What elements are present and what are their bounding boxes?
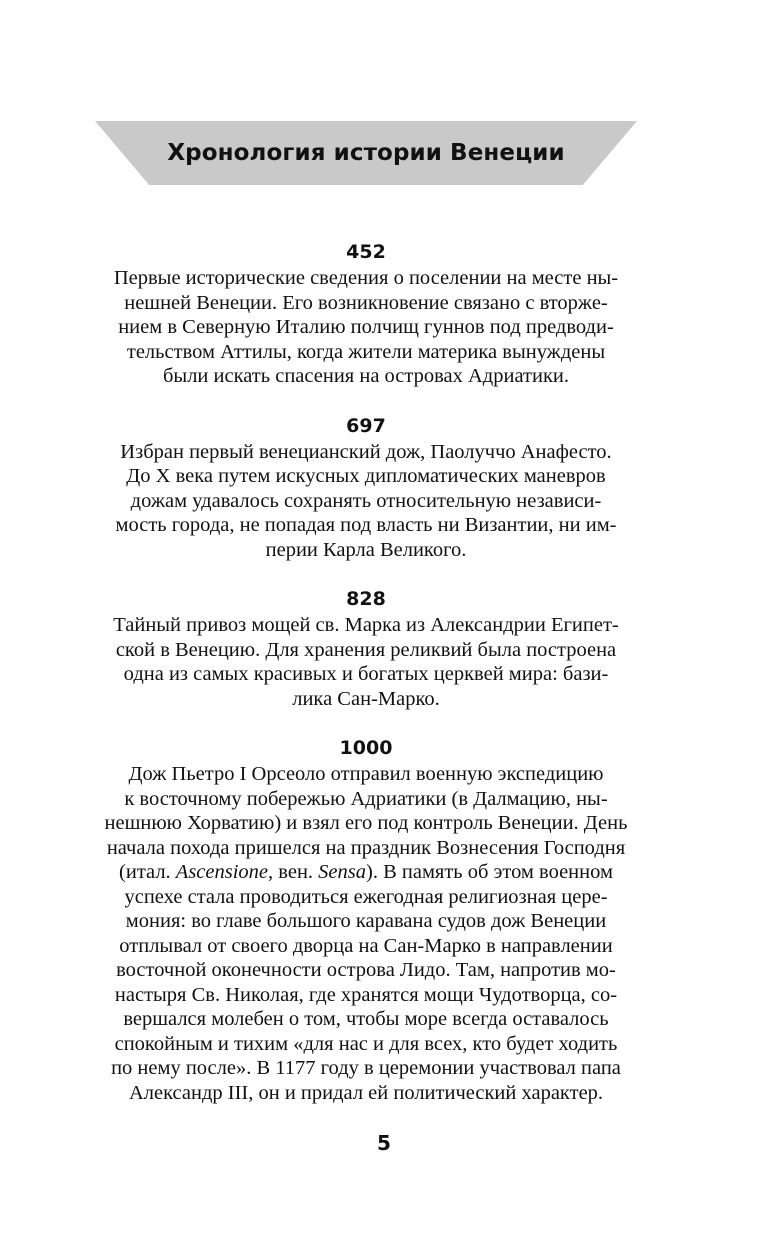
text-line: настыря Св. Николая, где хранятся мощи Чудотворца, со- [114,983,618,1006]
text-line: начала похода пришелся на праздник Вознесения Господня [106,836,626,859]
text-line: Александр III, он и придал ей политический характер. [128,1081,604,1104]
text-line: До X века путем искусных дипломатических маневров [126,465,606,487]
text-line: одна из самых красивых и богатых церквей мира: бази- [123,663,609,685]
entry-year: 1000 [339,737,393,759]
text-line: нешней Венеции. Его возникновение связано с вторже- [124,291,608,314]
timeline-entry [96,240,636,389]
text-line: успехе стала проводиться ежегодная религиозная цере- [124,885,608,908]
entry-text [96,440,636,563]
page-number: 5 [377,1131,391,1155]
text-line: восточной оконечности острова Лидо. Там, напротив мо- [116,959,616,981]
text-line: к восточному побережью Адриатики (в Далмацию, ны- [124,787,608,810]
text-line: Дож Пьетро I Орсеоло отправил военную экспедицию [128,763,604,785]
text-line: Избран первый венецианский дож, Паолуччо Анафесто. [120,440,612,463]
text-line: лика Сан-Марко. [292,687,440,710]
timeline [96,240,636,1130]
text-line: Первые исторические сведения о поселении на месте ны- [113,267,619,289]
timeline-entry [96,736,636,1105]
text-line: Тайный привоз мощей св. Марка из Александрии Египет- [113,614,619,636]
text-line: вершался молебен о том, чтобы море всегда оставалось [123,1008,609,1030]
entry-year: 697 [346,414,386,437]
text-line: мония: во главе большого каравана судов дож Венеции [125,910,607,932]
text-line: (итал. Ascensione, вен. Sensa). В память об этом военном [119,861,613,883]
text-line: были искать спасения на островах Адриатики. [162,365,570,387]
text-line: тельством Аттилы, когда жители материка вынуждены [126,340,606,363]
text-line: нешнюю Хорватию) и взял его под контроль Венеции. День [104,812,628,834]
text-line: нием в Северную Италию полчищ гуннов под предводи- [118,316,614,338]
entry-text [96,266,636,389]
text-line: по нему после». В 1177 году в церемонии участвовал папа [111,1057,621,1079]
entry-year: 828 [346,588,386,610]
text-line: перии Карла Великого. [265,538,467,561]
text-line: дожам удавалось сохранять относительную независи- [130,489,602,512]
text-line: отплывал от своего дворца на Сан-Марко в направлении [119,934,613,957]
timeline-entry [96,414,636,563]
timeline-entry [96,587,636,711]
chapter-title: Хронология истории Венеции [167,140,565,166]
text-line: ской в Венецию. Для хранения реликвий была построена [115,638,617,661]
entry-text [96,762,636,1105]
text-line: спокойным и тихим «для нас и для всех, кто будет ходить [114,1032,618,1055]
entry-year: 452 [346,241,386,263]
text-line: мость города, не попадая под власть ни Византии, ни им- [115,514,617,536]
entry-text [96,613,636,711]
